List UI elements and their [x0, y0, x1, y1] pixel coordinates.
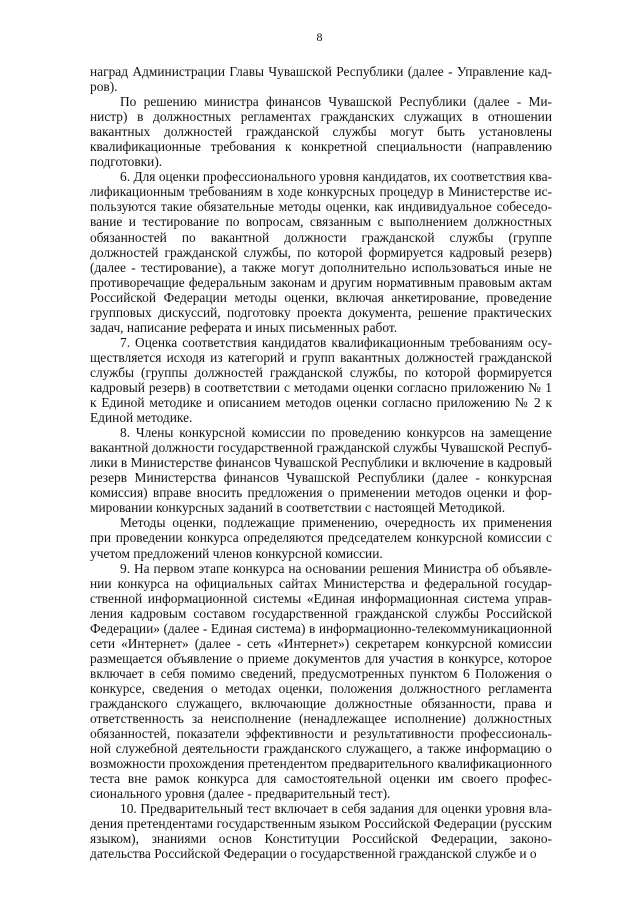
paragraph: По решению министра финансов Чувашской Республики (далее - Министр) в должностных регламентах гражданских служащих в отношении вакантных должностей гражданской службы могут быть установлены квалификационные требования к конкретной специальности (направлению подготовки).: [90, 94, 552, 170]
document-body: [90, 64, 552, 861]
paragraph: 6. Для оценки профессионального уровня кандидатов, их соответствия квалификационным требованиям в ходе конкурсных процедур в Министерстве используются такие обязательные методы оценки, как индивидуальное собеседование и тестирование по вопросам, связанным с выполнением должностных обязанностей по вакантной должности гражданской службы (группе должностей гражданской службы, по которой формируется кадровый резерв) (далее - тестирование), а также могут дополнительно использоваться иные не противоречащие федеральным законам и другим нормативным правовым актам Российской Федерации методы оценки, включая анкетирование, проведение групповых дискуссий, подготовку проекта документа, решение практических задач, написание реферата и иных письменных работ.: [90, 169, 552, 335]
paragraph: 10. Предварительный тест включает в себя задания для оценки уровня владения претендентами государственным языком Российской Федерации (русским языком), знаниями основ Конституции Российской Федерации, законодательства Российской Федерации о государственной гражданской службе и о: [90, 801, 552, 862]
paragraph: наград Администрации Главы Чувашской Республики (далее - Управление кадров).: [90, 64, 552, 95]
paragraph: 7. Оценка соответствия кандидатов квалификационным требованиям осуществляется исходя из категорий и групп вакантных должностей гражданской службы (группы должностей гражданской службы, по которой формируется кадровый резерв) в соответствии с методами оценки согласно приложению № 1 к Единой методике и описанием методов оценки согласно приложению № 2 к Единой методике.: [90, 334, 552, 426]
page-number: 8: [316, 30, 323, 44]
paragraph: 8. Члены конкурсной комиссии по проведению конкурсов на замещение вакантной должности государственной гражданской службы Чувашской Республики в Министерстве финансов Чувашской Республики и включение в кадровый резерв Министерства финансов Чувашской Республики (далее - конкурсная комиссия) вправе вносить предложения о применении методов оценки и формировании конкурсных заданий в соответствии с настоящей Методикой.: [90, 425, 552, 516]
paragraph: Методы оценки, подлежащие применению, очередность их применения при проведении конкурса определяются председателем конкурсной комиссии с учетом предложений членов конкурсной комиссии.: [90, 515, 552, 561]
paragraph: 9. На первом этапе конкурса на основании решения Министра об объявлении конкурса на официальных сайтах Министерства и федеральной государственной информационной системы «Единая информационная система управления кадровым составом государственной гражданской службы Российской Федерации» (далее - Единая система) в информационно-телекоммуникационной сети «Интернет» (далее - сеть «Интернет») секретарем конкурсной комиссии размещается объявление о приеме документов для участия в конкурсе, которое включает в себя помимо сведений, предусмотренных пунктом 6 Положения о конкурсе, сведения о методах оценки, положения должностного регламента гражданского служащего, включающие должностные обязанности, права и ответственность за неисполнение (ненадлежащее исполнение) должностных обязанностей, показатели эффективности и результативности профессиональной служебной деятельности гражданского служащего, а также информацию о возможности прохождения претендентом предварительного квалификационного теста вне рамок конкурса для самостоятельной оценки им своего профессионального уровня (далее - предварительный тест).: [90, 560, 552, 802]
